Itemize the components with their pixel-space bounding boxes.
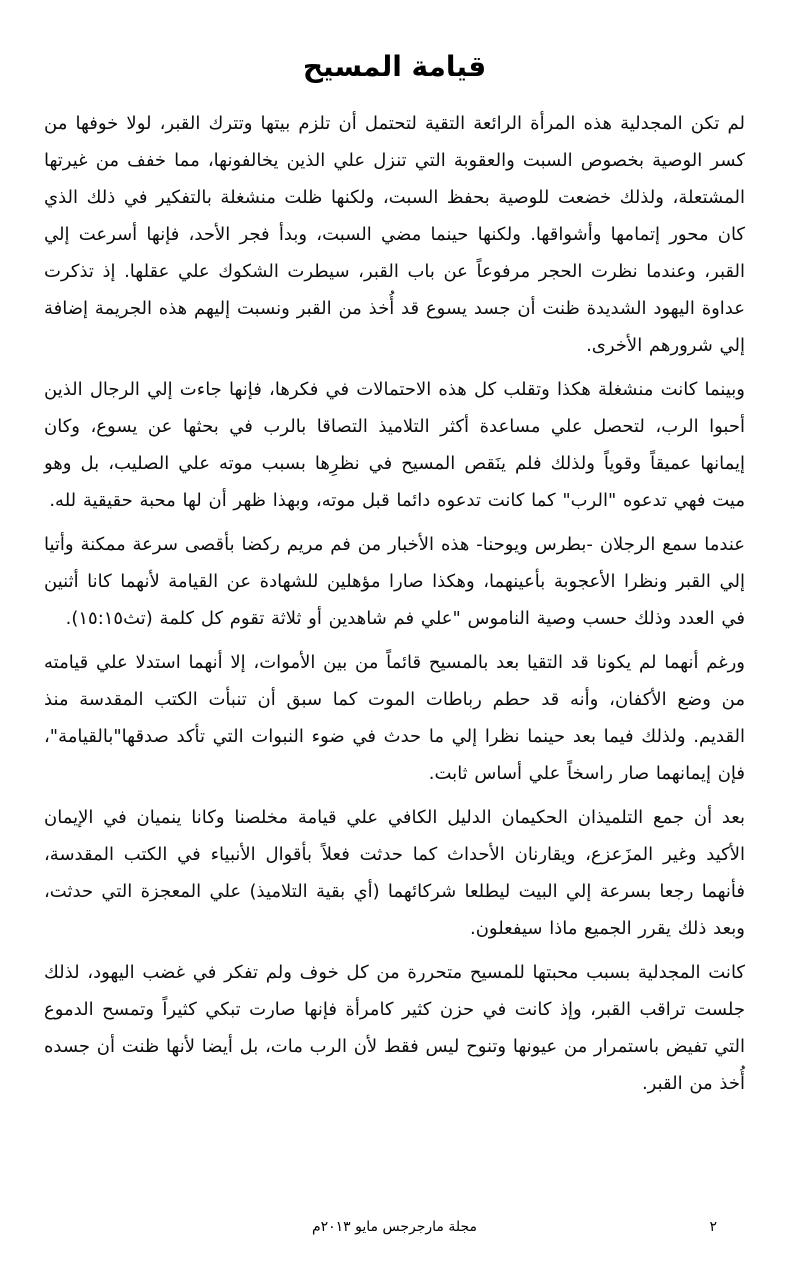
paragraph-1: لم تكن المجدلية هذه المرأة الرائعة التقية لتحتمل أن تلزم بيتها وتترك القبر، لولا خوفها من كسر الوصية بخصوص السبت والعقوبة التي تنزل علي الذين يخالفونها، مما خفف من غيرتها المشتعلة، ولذلك خضعت للوصية بحفظ السبت، ولكنها ظلت منشغلة بالتفكير في ذلك الذي كان محور إتمامها وأشواقها. ولكنها حينما مضي السبت، وبدأ فجر الأحد، فإنها أسرعت إلي القبر، وعندما نظرت الحجر مرفوعاً عن باب القبر، سيطرت الشكوك علي عقلها. إذ تذكرت عداوة اليهود الشديدة ظنت أن جسد يسوع قد أُخذ من القبر ونسبت إليهم هذه الجريمة إضافة إلي شرورهم الأخرى. — [44, 113, 745, 356]
page-footer — [44, 1219, 745, 1243]
paragraph-3: عندما سمع الرجلان -بطرس ويوحنا- هذه الأخبار من فم مريم ركضا بأقصى سرعة ممكنة وأتيا إلي القبر ونظرا الأعجوبة بأعينهما، وهكذا صارا مؤهلين للشهادة عن القيامة لأنهما كانا أثنين في العدد وذلك حسب وصية الناموس "علي فم شاهدين أو ثلاثة تقوم كل كلمة (تث١٥:١٥). — [44, 534, 745, 629]
paragraph-6: كانت المجدلية بسبب محبتها للمسيح متحررة من كل خوف ولم تفكر في غضب اليهود، لذلك جلست تراقب القبر، وإذ كانت في حزن كثير كامرأة فإنها صارت تبكي كثيراً وتمسح الدموع التي تفيض باستمرار من عيونها وتنوح ليس فقط لأن الرب مات، بل أيضا لأنها ظنت أن جسده أُخذ من القبر. — [44, 962, 745, 1094]
footer-journal-title: مجلة مارجرجس مايو ٢٠١٣م — [311, 1219, 478, 1235]
paragraph-4: ورغم أنهما لم يكونا قد التقيا بعد بالمسيح قائماً من بين الأموات، إلا أنهما استدلا علي قيامته من وضع الأكفان، وأنه قد حطم رباطات الموت كما سبق أن تنبأت الكتب المقدسة منذ القديم. ولذلك فيما بعد حينما نظرا إلي ما حدث في ضوء النبوات التي تأكد صدقها"بالقيامة"، فإن إيمانهما صار راسخاً علي أساس ثابت. — [44, 652, 745, 784]
footer-page-number: ٢ — [709, 1219, 717, 1235]
page-title: قيامة المسيح — [302, 50, 487, 83]
paragraph-2: وبينما كانت منشغلة هكذا وتقلب كل هذه الاحتمالات في فكرها، فإنها جاءت إلي الرجال الذين أحبوا الرب، لتحصل علي مساعدة أكثر التلاميذ التصاقا بالرب في بحثها عن يسوع، وكان إيمانها عميقاً وقوياً ولذلك فلم ينَقص المسيح في نظرِها بسبب موته علي الصليب، بل وهو ميت فهي تدعوه "الرب" كما كانت تدعوه دائما قبل موته، وبهذا ظهر أن لها محبة حقيقية لله. — [44, 379, 745, 511]
paragraph-5: بعد أن جمع التلميذان الحكيمان الدليل الكافي علي قيامة مخلصنا وكانا ينميان في الإيمان الأكيد وغير المزَعزع، ويقارنان الأحداث كما حدثت فعلاً بأقوال الأنبياء في الكتب المقدسة، فأنهما رجعا بسرعة إلي البيت ليطلعا شركائهما (أي بقية التلاميذ) علي المعجزة التي حدثت، وبعد ذلك يقرر الجميع ماذا سيفعلون. — [44, 807, 745, 939]
document-body — [44, 105, 745, 1102]
